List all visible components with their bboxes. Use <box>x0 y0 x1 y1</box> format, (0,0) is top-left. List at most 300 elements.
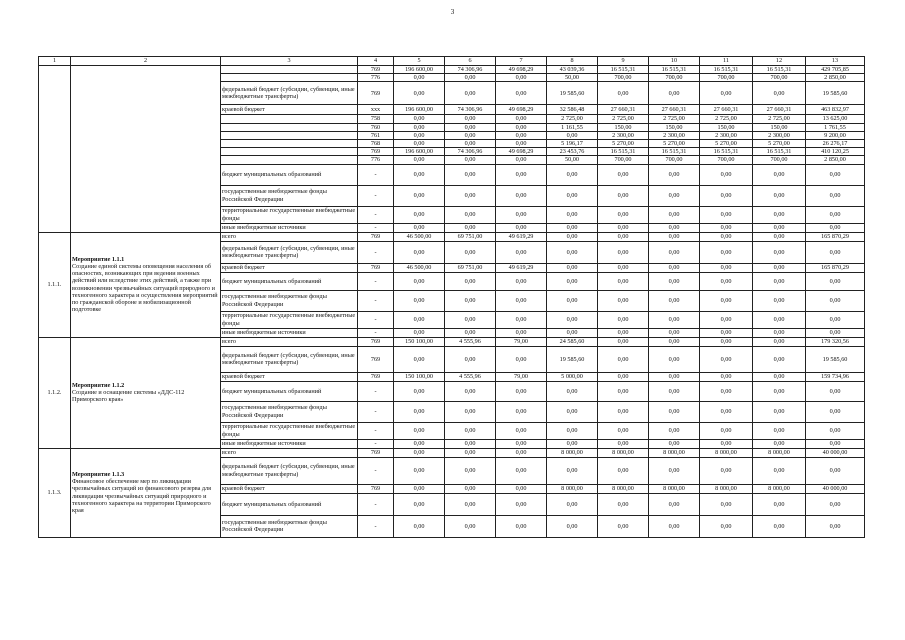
amount-cell: 27 660,31 <box>649 105 700 115</box>
amount-cell: 150 100,00 <box>394 337 445 346</box>
code-cell: 769 <box>358 232 394 241</box>
amount-cell: 0,00 <box>394 115 445 123</box>
amount-cell: 79,00 <box>496 337 547 346</box>
amount-cell: 27 660,31 <box>598 105 649 115</box>
amount-cell: 196 600,00 <box>394 105 445 115</box>
amount-cell: 0,00 <box>394 493 445 515</box>
funding-source-cell: бюджет муниципальных образований <box>221 164 358 185</box>
amount-cell: 0,00 <box>753 381 806 401</box>
amount-cell: 0,00 <box>753 328 806 337</box>
amount-cell: 0,00 <box>649 206 700 223</box>
amount-cell: 0,00 <box>598 328 649 337</box>
amount-cell: 0,00 <box>445 381 496 401</box>
amount-cell: 0,00 <box>496 346 547 372</box>
amount-cell: 0,00 <box>394 515 445 537</box>
amount-cell: 0,00 <box>598 401 649 422</box>
activity-description: Создание единой системы оповещения населения об опасностях, возникающих при ведении военных действий или вследствие этих действий, а также при возникновении чрезвычайных ситуаций природного и техногенного характера и осуществления мероприятий по гражданской обороне и мобилизационной подготовке <box>72 263 218 314</box>
amount-cell: 0,00 <box>753 164 806 185</box>
amount-cell: 23 453,76 <box>547 148 598 156</box>
activity-title: Мероприятие 1.1.2 <box>72 381 125 389</box>
funding-source-cell: краевой бюджет <box>221 484 358 493</box>
amount-cell: 0,00 <box>445 131 496 139</box>
amount-cell: 8 000,00 <box>547 484 598 493</box>
code-cell: - <box>358 401 394 422</box>
activity-description: Создание и оснащение системы «ДДС-112 Приморского края» <box>72 389 185 404</box>
amount-cell: 8 000,00 <box>547 448 598 457</box>
amount-cell: 0,00 <box>806 401 865 422</box>
amount-cell: 8 000,00 <box>700 448 753 457</box>
amount-cell: 0,00 <box>598 223 649 232</box>
page-number: 3 <box>450 8 455 16</box>
code-cell: 769 <box>358 263 394 272</box>
amount-cell: 0,00 <box>445 223 496 232</box>
amount-cell: 0,00 <box>394 401 445 422</box>
amount-cell: 0,00 <box>700 381 753 401</box>
activity-description: Финансовое обеспечение мер по ликвидации чрезвычайных ситуаций из финансового резерва для ликвидации чрезвычайных ситуаций природного и техногенного характера на территории Приморского края <box>72 478 211 515</box>
amount-cell: 0,00 <box>445 328 496 337</box>
amount-cell: 0,00 <box>806 164 865 185</box>
amount-cell: 0,00 <box>598 206 649 223</box>
amount-cell: 8 000,00 <box>598 484 649 493</box>
amount-cell: 0,00 <box>649 272 700 290</box>
amount-cell: 2 850,00 <box>806 156 865 164</box>
table-row <box>39 337 865 346</box>
amount-cell: 0,00 <box>649 328 700 337</box>
amount-cell: 49 619,29 <box>496 263 547 272</box>
amount-cell: 0,00 <box>496 493 547 515</box>
amount-cell: 0,00 <box>700 337 753 346</box>
amount-cell: 8 000,00 <box>753 448 806 457</box>
funding-source-cell: всего <box>221 337 358 346</box>
amount-cell: 0,00 <box>806 439 865 448</box>
amount-cell: 0,00 <box>496 311 547 328</box>
amount-cell: 5 196,17 <box>547 140 598 148</box>
code-cell: - <box>358 223 394 232</box>
code-cell: - <box>358 381 394 401</box>
amount-cell: 2 300,00 <box>598 131 649 139</box>
code-cell: 769 <box>358 346 394 372</box>
amount-cell: 0,00 <box>547 401 598 422</box>
amount-cell: 0,00 <box>394 223 445 232</box>
code-cell: - <box>358 328 394 337</box>
amount-cell: 16 515,31 <box>649 66 700 74</box>
amount-cell: 0,00 <box>547 381 598 401</box>
code-cell: - <box>358 422 394 439</box>
amount-cell: 0,00 <box>394 457 445 484</box>
amount-cell: 0,00 <box>394 131 445 139</box>
amount-cell: 0,00 <box>700 346 753 372</box>
amount-cell: 159 734,96 <box>806 372 865 381</box>
code-cell: ххх <box>358 105 394 115</box>
amount-cell: 0,00 <box>547 241 598 263</box>
amount-cell: 19 585,60 <box>547 346 598 372</box>
amount-cell: 0,00 <box>753 290 806 311</box>
activity-cell <box>71 337 221 448</box>
amount-cell: 0,00 <box>700 457 753 484</box>
amount-cell: 0,00 <box>806 457 865 484</box>
amount-cell: 0,00 <box>496 156 547 164</box>
amount-cell: 700,00 <box>649 74 700 82</box>
funding-source-cell <box>221 115 358 123</box>
amount-cell: 0,00 <box>753 206 806 223</box>
funding-source-cell: территориальные государственные внебюджетные фонды <box>221 311 358 328</box>
amount-cell: 0,00 <box>547 422 598 439</box>
amount-cell: 0,00 <box>394 82 445 105</box>
activity-cell <box>71 232 221 337</box>
amount-cell: 0,00 <box>445 290 496 311</box>
amount-cell: 0,00 <box>598 372 649 381</box>
code-cell: 769 <box>358 372 394 381</box>
amount-cell: 0,00 <box>445 484 496 493</box>
funding-source-cell: всего <box>221 232 358 241</box>
amount-cell: 24 585,60 <box>547 337 598 346</box>
amount-cell: 0,00 <box>496 484 547 493</box>
amount-cell: 0,00 <box>598 290 649 311</box>
activity-index: 1.1.1. <box>39 232 71 337</box>
amount-cell: 0,00 <box>806 515 865 537</box>
amount-cell: 0,00 <box>547 272 598 290</box>
amount-cell: 0,00 <box>496 206 547 223</box>
amount-cell: 0,00 <box>598 272 649 290</box>
amount-cell: 0,00 <box>445 82 496 105</box>
amount-cell: 700,00 <box>753 74 806 82</box>
amount-cell: 150,00 <box>700 123 753 131</box>
amount-cell: 0,00 <box>496 328 547 337</box>
amount-cell: 0,00 <box>598 381 649 401</box>
amount-cell: 179 320,56 <box>806 337 865 346</box>
amount-cell: 0,00 <box>445 206 496 223</box>
table-row <box>39 232 865 241</box>
amount-cell: 0,00 <box>649 164 700 185</box>
amount-cell: 700,00 <box>700 74 753 82</box>
code-cell: 761 <box>358 131 394 139</box>
amount-cell: 0,00 <box>598 515 649 537</box>
code-cell: - <box>358 515 394 537</box>
column-header: 4 <box>358 57 394 66</box>
amount-cell: 0,00 <box>445 515 496 537</box>
code-cell: 769 <box>358 337 394 346</box>
amount-cell: 0,00 <box>394 74 445 82</box>
activity-title: Мероприятие 1.1.3 <box>72 471 125 479</box>
amount-cell: 2 725,00 <box>649 115 700 123</box>
amount-cell: 27 660,31 <box>700 105 753 115</box>
amount-cell: 0,00 <box>547 185 598 206</box>
table-body <box>39 57 865 538</box>
amount-cell: 0,00 <box>700 290 753 311</box>
amount-cell: 74 306,96 <box>445 66 496 74</box>
amount-cell: 0,00 <box>445 241 496 263</box>
amount-cell: 74 306,96 <box>445 148 496 156</box>
amount-cell: 0,00 <box>806 223 865 232</box>
amount-cell: 0,00 <box>394 381 445 401</box>
amount-cell: 0,00 <box>394 164 445 185</box>
amount-cell: 0,00 <box>496 82 547 105</box>
amount-cell: 150,00 <box>753 123 806 131</box>
amount-cell: 0,00 <box>806 311 865 328</box>
code-cell: 769 <box>358 82 394 105</box>
amount-cell: 0,00 <box>496 422 547 439</box>
amount-cell: 43 039,36 <box>547 66 598 74</box>
funding-source-cell: иные внебюджетные источники <box>221 328 358 337</box>
amount-cell: 19 585,60 <box>806 82 865 105</box>
activity-cell <box>71 66 221 233</box>
amount-cell: 150 100,00 <box>394 372 445 381</box>
amount-cell: 0,00 <box>445 448 496 457</box>
amount-cell: 50,00 <box>547 156 598 164</box>
code-cell: 769 <box>358 148 394 156</box>
funding-source-cell: федеральный бюджет (субсидии, субвенции, иные межбюджетные трансферты) <box>221 346 358 372</box>
amount-cell: 40 000,00 <box>806 484 865 493</box>
amount-cell: 0,00 <box>806 290 865 311</box>
amount-cell: 0,00 <box>496 164 547 185</box>
funding-source-cell <box>221 148 358 156</box>
column-header: 10 <box>649 57 700 66</box>
amount-cell: 0,00 <box>496 241 547 263</box>
amount-cell: 0,00 <box>753 372 806 381</box>
amount-cell: 0,00 <box>394 185 445 206</box>
amount-cell: 79,00 <box>496 372 547 381</box>
amount-cell: 429 705,85 <box>806 66 865 74</box>
funding-source-cell: федеральный бюджет (субсидии, субвенции, иные межбюджетные трансферты) <box>221 457 358 484</box>
amount-cell: 0,00 <box>394 346 445 372</box>
amount-cell: 0,00 <box>700 422 753 439</box>
amount-cell: 2 725,00 <box>753 115 806 123</box>
amount-cell: 1 161,55 <box>547 123 598 131</box>
amount-cell: 165 870,29 <box>806 232 865 241</box>
code-cell: - <box>358 311 394 328</box>
amount-cell: 0,00 <box>598 422 649 439</box>
amount-cell: 0,00 <box>649 223 700 232</box>
amount-cell: 196 600,00 <box>394 66 445 74</box>
amount-cell: 0,00 <box>700 372 753 381</box>
code-cell: - <box>358 241 394 263</box>
amount-cell: 0,00 <box>445 401 496 422</box>
amount-cell: 0,00 <box>496 185 547 206</box>
funding-source-cell: бюджет муниципальных образований <box>221 381 358 401</box>
column-header: 1 <box>39 57 71 66</box>
amount-cell: 49 619,29 <box>496 232 547 241</box>
amount-cell: 0,00 <box>649 515 700 537</box>
amount-cell: 0,00 <box>598 185 649 206</box>
funding-source-cell <box>221 123 358 131</box>
amount-cell: 0,00 <box>649 493 700 515</box>
amount-cell: 0,00 <box>445 74 496 82</box>
amount-cell: 0,00 <box>700 493 753 515</box>
column-header: 8 <box>547 57 598 66</box>
amount-cell: 0,00 <box>445 311 496 328</box>
amount-cell: 0,00 <box>445 115 496 123</box>
code-cell: - <box>358 164 394 185</box>
amount-cell: 700,00 <box>598 74 649 82</box>
amount-cell: 410 120,25 <box>806 148 865 156</box>
amount-cell: 0,00 <box>649 82 700 105</box>
code-cell: 776 <box>358 74 394 82</box>
amount-cell: 32 586,48 <box>547 105 598 115</box>
amount-cell: 700,00 <box>598 156 649 164</box>
amount-cell: 69 751,00 <box>445 232 496 241</box>
amount-cell: 0,00 <box>547 328 598 337</box>
amount-cell: 0,00 <box>649 401 700 422</box>
amount-cell: 40 000,00 <box>806 448 865 457</box>
amount-cell: 0,00 <box>700 223 753 232</box>
amount-cell: 0,00 <box>649 185 700 206</box>
amount-cell: 0,00 <box>700 241 753 263</box>
amount-cell: 700,00 <box>753 156 806 164</box>
amount-cell: 0,00 <box>547 232 598 241</box>
funding-source-cell: федеральный бюджет (субсидии, субвенции, иные межбюджетные трансферты) <box>221 241 358 263</box>
amount-cell: 0,00 <box>700 401 753 422</box>
amount-cell: 8 000,00 <box>700 484 753 493</box>
amount-cell: 0,00 <box>496 272 547 290</box>
amount-cell: 0,00 <box>496 401 547 422</box>
amount-cell: 0,00 <box>394 484 445 493</box>
amount-cell: 0,00 <box>753 232 806 241</box>
amount-cell: 150,00 <box>598 123 649 131</box>
amount-cell: 0,00 <box>753 241 806 263</box>
amount-cell: 4 555,96 <box>445 337 496 346</box>
amount-cell: 2 300,00 <box>700 131 753 139</box>
amount-cell: 0,00 <box>700 439 753 448</box>
amount-cell: 0,00 <box>649 422 700 439</box>
amount-cell: 0,00 <box>547 263 598 272</box>
amount-cell: 2 725,00 <box>700 115 753 123</box>
code-cell: 769 <box>358 448 394 457</box>
amount-cell: 0,00 <box>649 232 700 241</box>
amount-cell: 0,00 <box>598 164 649 185</box>
amount-cell: 0,00 <box>700 272 753 290</box>
amount-cell: 0,00 <box>496 223 547 232</box>
amount-cell: 0,00 <box>700 185 753 206</box>
amount-cell: 0,00 <box>806 206 865 223</box>
amount-cell: 2 725,00 <box>547 115 598 123</box>
amount-cell: 0,00 <box>700 82 753 105</box>
column-header: 13 <box>806 57 865 66</box>
amount-cell: 49 698,29 <box>496 148 547 156</box>
amount-cell: 0,00 <box>496 115 547 123</box>
amount-cell: 0,00 <box>598 337 649 346</box>
amount-cell: 16 515,31 <box>598 66 649 74</box>
amount-cell: 8 000,00 <box>649 484 700 493</box>
amount-cell: 0,00 <box>445 156 496 164</box>
amount-cell: 0,00 <box>753 311 806 328</box>
amount-cell: 0,00 <box>598 263 649 272</box>
funding-source-cell: иные внебюджетные источники <box>221 439 358 448</box>
amount-cell: 0,00 <box>547 164 598 185</box>
column-header-row <box>39 57 865 66</box>
amount-cell: 0,00 <box>806 241 865 263</box>
amount-cell: 46 500,00 <box>394 232 445 241</box>
amount-cell: 0,00 <box>649 263 700 272</box>
funding-source-cell: краевой бюджет <box>221 105 358 115</box>
amount-cell: 0,00 <box>547 457 598 484</box>
funding-source-cell: государственные внебюджетные фонды Российской Федерации <box>221 515 358 537</box>
code-cell: - <box>358 493 394 515</box>
column-header: 5 <box>394 57 445 66</box>
funding-source-cell: бюджет муниципальных образований <box>221 493 358 515</box>
amount-cell: 46 500,00 <box>394 263 445 272</box>
amount-cell: 0,00 <box>394 140 445 148</box>
table-row <box>39 448 865 457</box>
amount-cell: 8 000,00 <box>598 448 649 457</box>
funding-source-cell: территориальные государственные внебюджетные фонды <box>221 206 358 223</box>
amount-cell: 16 515,31 <box>753 66 806 74</box>
code-cell: - <box>358 185 394 206</box>
amount-cell: 0,00 <box>753 422 806 439</box>
activity-index: 1.1.2. <box>39 337 71 448</box>
amount-cell: 0,00 <box>598 346 649 372</box>
amount-cell: 0,00 <box>806 381 865 401</box>
amount-cell: 0,00 <box>394 272 445 290</box>
code-cell: - <box>358 439 394 448</box>
funding-source-cell: территориальные государственные внебюджетные фонды <box>221 422 358 439</box>
amount-cell: 0,00 <box>753 272 806 290</box>
amount-cell: 8 000,00 <box>753 484 806 493</box>
funding-source-cell <box>221 131 358 139</box>
amount-cell: 0,00 <box>547 206 598 223</box>
amount-cell: 0,00 <box>547 131 598 139</box>
code-cell: - <box>358 206 394 223</box>
amount-cell: 700,00 <box>700 156 753 164</box>
amount-cell: 0,00 <box>547 493 598 515</box>
amount-cell: 0,00 <box>496 381 547 401</box>
amount-cell: 27 660,31 <box>753 105 806 115</box>
amount-cell: 5 270,00 <box>753 140 806 148</box>
amount-cell: 19 585,60 <box>806 346 865 372</box>
amount-cell: 0,00 <box>394 206 445 223</box>
column-header: 6 <box>445 57 496 66</box>
amount-cell: 0,00 <box>496 74 547 82</box>
amount-cell: 0,00 <box>753 439 806 448</box>
amount-cell: 0,00 <box>598 82 649 105</box>
amount-cell: 5 270,00 <box>700 140 753 148</box>
code-cell: 758 <box>358 115 394 123</box>
column-header: 2 <box>71 57 221 66</box>
amount-cell: 0,00 <box>649 372 700 381</box>
amount-cell: 0,00 <box>496 123 547 131</box>
funding-source-cell: государственные внебюджетные фонды Российской Федерации <box>221 401 358 422</box>
amount-cell: 16 515,31 <box>598 148 649 156</box>
column-header: 7 <box>496 57 547 66</box>
amount-cell: 49 698,29 <box>496 66 547 74</box>
amount-cell: 0,00 <box>700 515 753 537</box>
amount-cell: 0,00 <box>547 290 598 311</box>
table-row <box>39 66 865 74</box>
amount-cell: 0,00 <box>649 346 700 372</box>
amount-cell: 0,00 <box>394 328 445 337</box>
funding-source-cell: бюджет муниципальных образований <box>221 272 358 290</box>
amount-cell: 0,00 <box>496 439 547 448</box>
amount-cell: 0,00 <box>445 457 496 484</box>
amount-cell: 700,00 <box>649 156 700 164</box>
code-cell: 760 <box>358 123 394 131</box>
funding-source-cell: иные внебюджетные источники <box>221 223 358 232</box>
funding-source-cell <box>221 74 358 82</box>
amount-cell: 0,00 <box>649 290 700 311</box>
funding-source-cell <box>221 140 358 148</box>
code-cell: 768 <box>358 140 394 148</box>
amount-cell: 0,00 <box>753 457 806 484</box>
amount-cell: 0,00 <box>394 156 445 164</box>
amount-cell: 0,00 <box>598 439 649 448</box>
funding-source-cell: государственные внебюджетные фонды Российской Федерации <box>221 290 358 311</box>
amount-cell: 9 200,00 <box>806 131 865 139</box>
amount-cell: 2 300,00 <box>753 131 806 139</box>
amount-cell: 0,00 <box>700 311 753 328</box>
amount-cell: 0,00 <box>753 493 806 515</box>
amount-cell: 0,00 <box>496 448 547 457</box>
amount-cell: 0,00 <box>806 422 865 439</box>
amount-cell: 0,00 <box>394 123 445 131</box>
